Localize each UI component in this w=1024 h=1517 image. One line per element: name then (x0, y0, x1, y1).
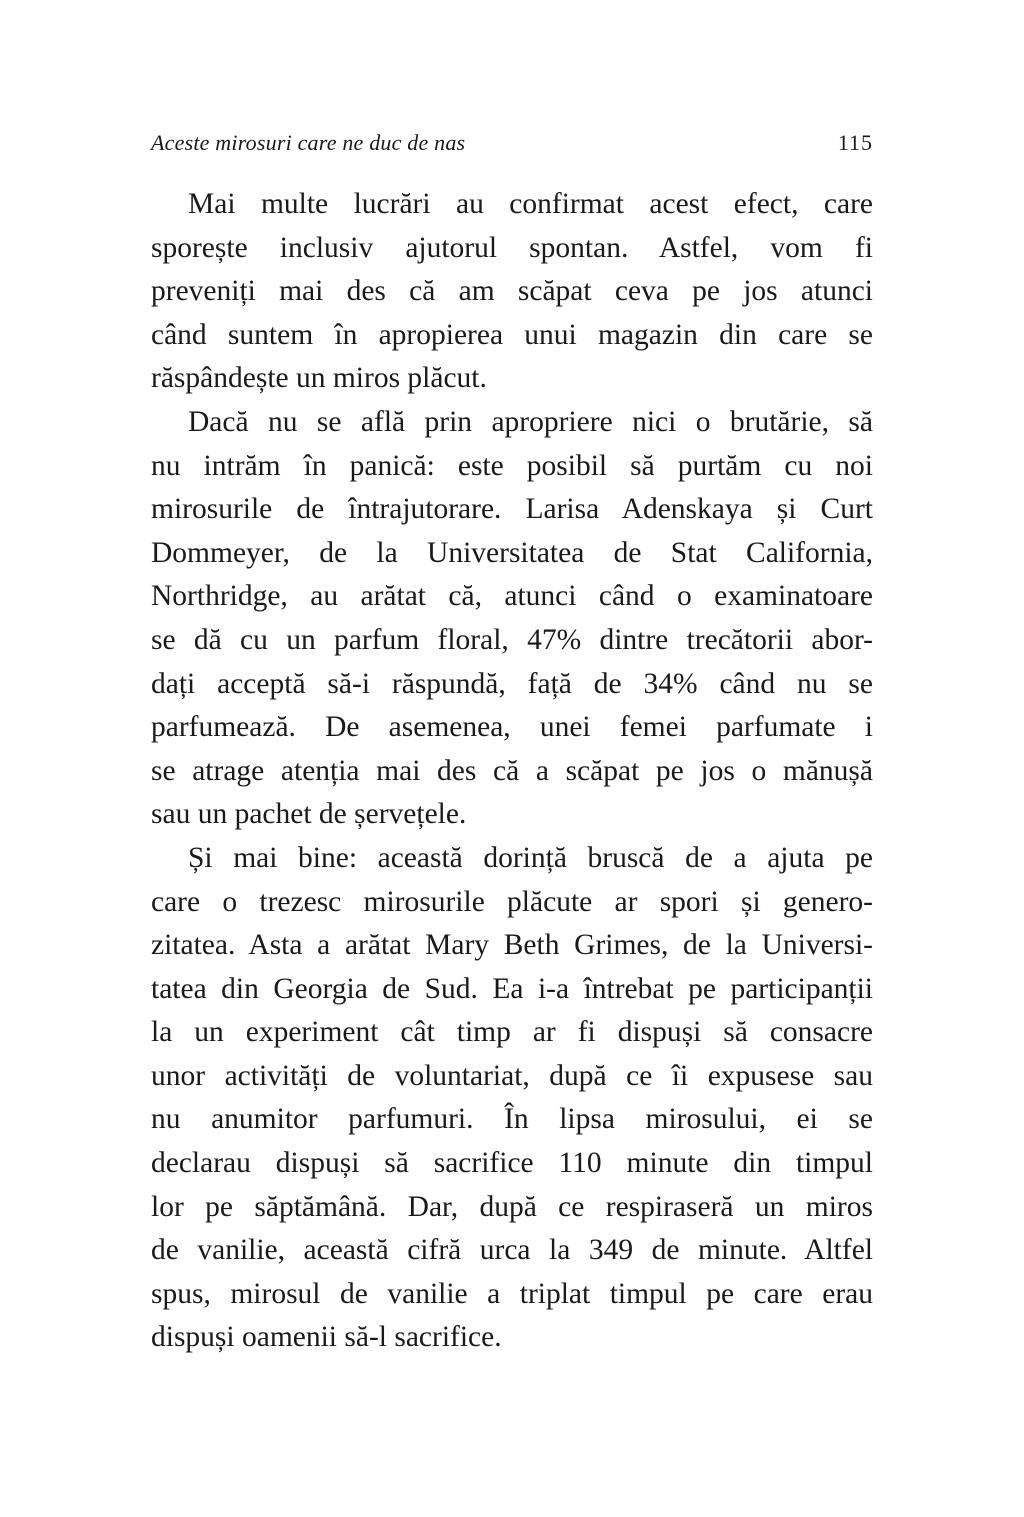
text-line: Northridge, au arătat că, atunci când o examinatoare (151, 580, 873, 613)
text-line: Dommeyer, de la Universitatea de Stat California, (151, 536, 873, 569)
text-line: se atrage atenția mai des că a scăpat pe jos o mănușă (151, 754, 873, 787)
paragraph-3 (151, 837, 873, 1360)
text-line: Dacă nu se află prin apropriere nici o brutărie, să (188, 405, 873, 438)
paragraph-2 (151, 401, 873, 837)
body-text (151, 183, 873, 1360)
text-line: Mai multe lucrări au confirmat acest efect, care (188, 188, 873, 220)
text-line: declarau dispuși să sacrifice 110 minute din timpul (151, 1147, 873, 1180)
text-line: se dă cu un parfum floral, 47% dintre trecătorii abor- (151, 623, 873, 656)
text-line: mirosurile de întrajutorare. Larisa Adenskaya și Curt (151, 493, 873, 526)
page-number: 115 (837, 130, 873, 155)
text-line: care o trezesc mirosurile plăcute ar spori și genero- (151, 885, 873, 918)
running-head (151, 128, 873, 158)
text-line: zitatea. Asta a arătat Mary Beth Grimes, de la Universi- (151, 929, 873, 962)
text-line: dispuși oamenii să-l sacrifice. (151, 1321, 502, 1354)
text-line: sporește inclusiv ajutorul spontan. Astfel, vom fi (151, 231, 873, 264)
text-line: când suntem în apropierea unui magazin din care se (151, 318, 873, 351)
chapter-title: Aceste mirosuri care ne duc de nas (151, 130, 466, 155)
paragraph-1 (151, 183, 873, 401)
text-line: nu anumitor parfumuri. În lipsa mirosului, ei se (151, 1103, 873, 1136)
text-line: Și mai bine: această dorință bruscă de a ajuta pe (188, 841, 873, 874)
text-line: sau un pachet de șervețele. (151, 798, 467, 831)
text-line: răspândește un miros plăcut. (151, 362, 487, 395)
text-line: parfumează. De asemenea, unei femei parfumate i (151, 711, 873, 744)
text-line: tatea din Georgia de Sud. Ea i-a întrebat pe participanții (151, 972, 873, 1005)
text-line: dați acceptă să-i răspundă, față de 34% când nu se (151, 667, 873, 700)
text-line: preveniți mai des că am scăpat ceva pe jos atunci (151, 275, 873, 308)
text-line: de vanilie, această cifră urca la 349 de minute. Altfel (151, 1234, 873, 1267)
text-line: spus, mirosul de vanilie a triplat timpul pe care erau (151, 1277, 873, 1310)
text-line: nu intrăm în panică: este posibil să purtăm cu noi (151, 449, 873, 482)
text-line: unor activități de voluntariat, după ce îi expusese sau (151, 1059, 873, 1092)
text-line: la un experiment cât timp ar fi dispuși să consacre (151, 1016, 873, 1049)
text-line: lor pe săptămână. Dar, după ce respiraseră un miros (151, 1190, 873, 1223)
